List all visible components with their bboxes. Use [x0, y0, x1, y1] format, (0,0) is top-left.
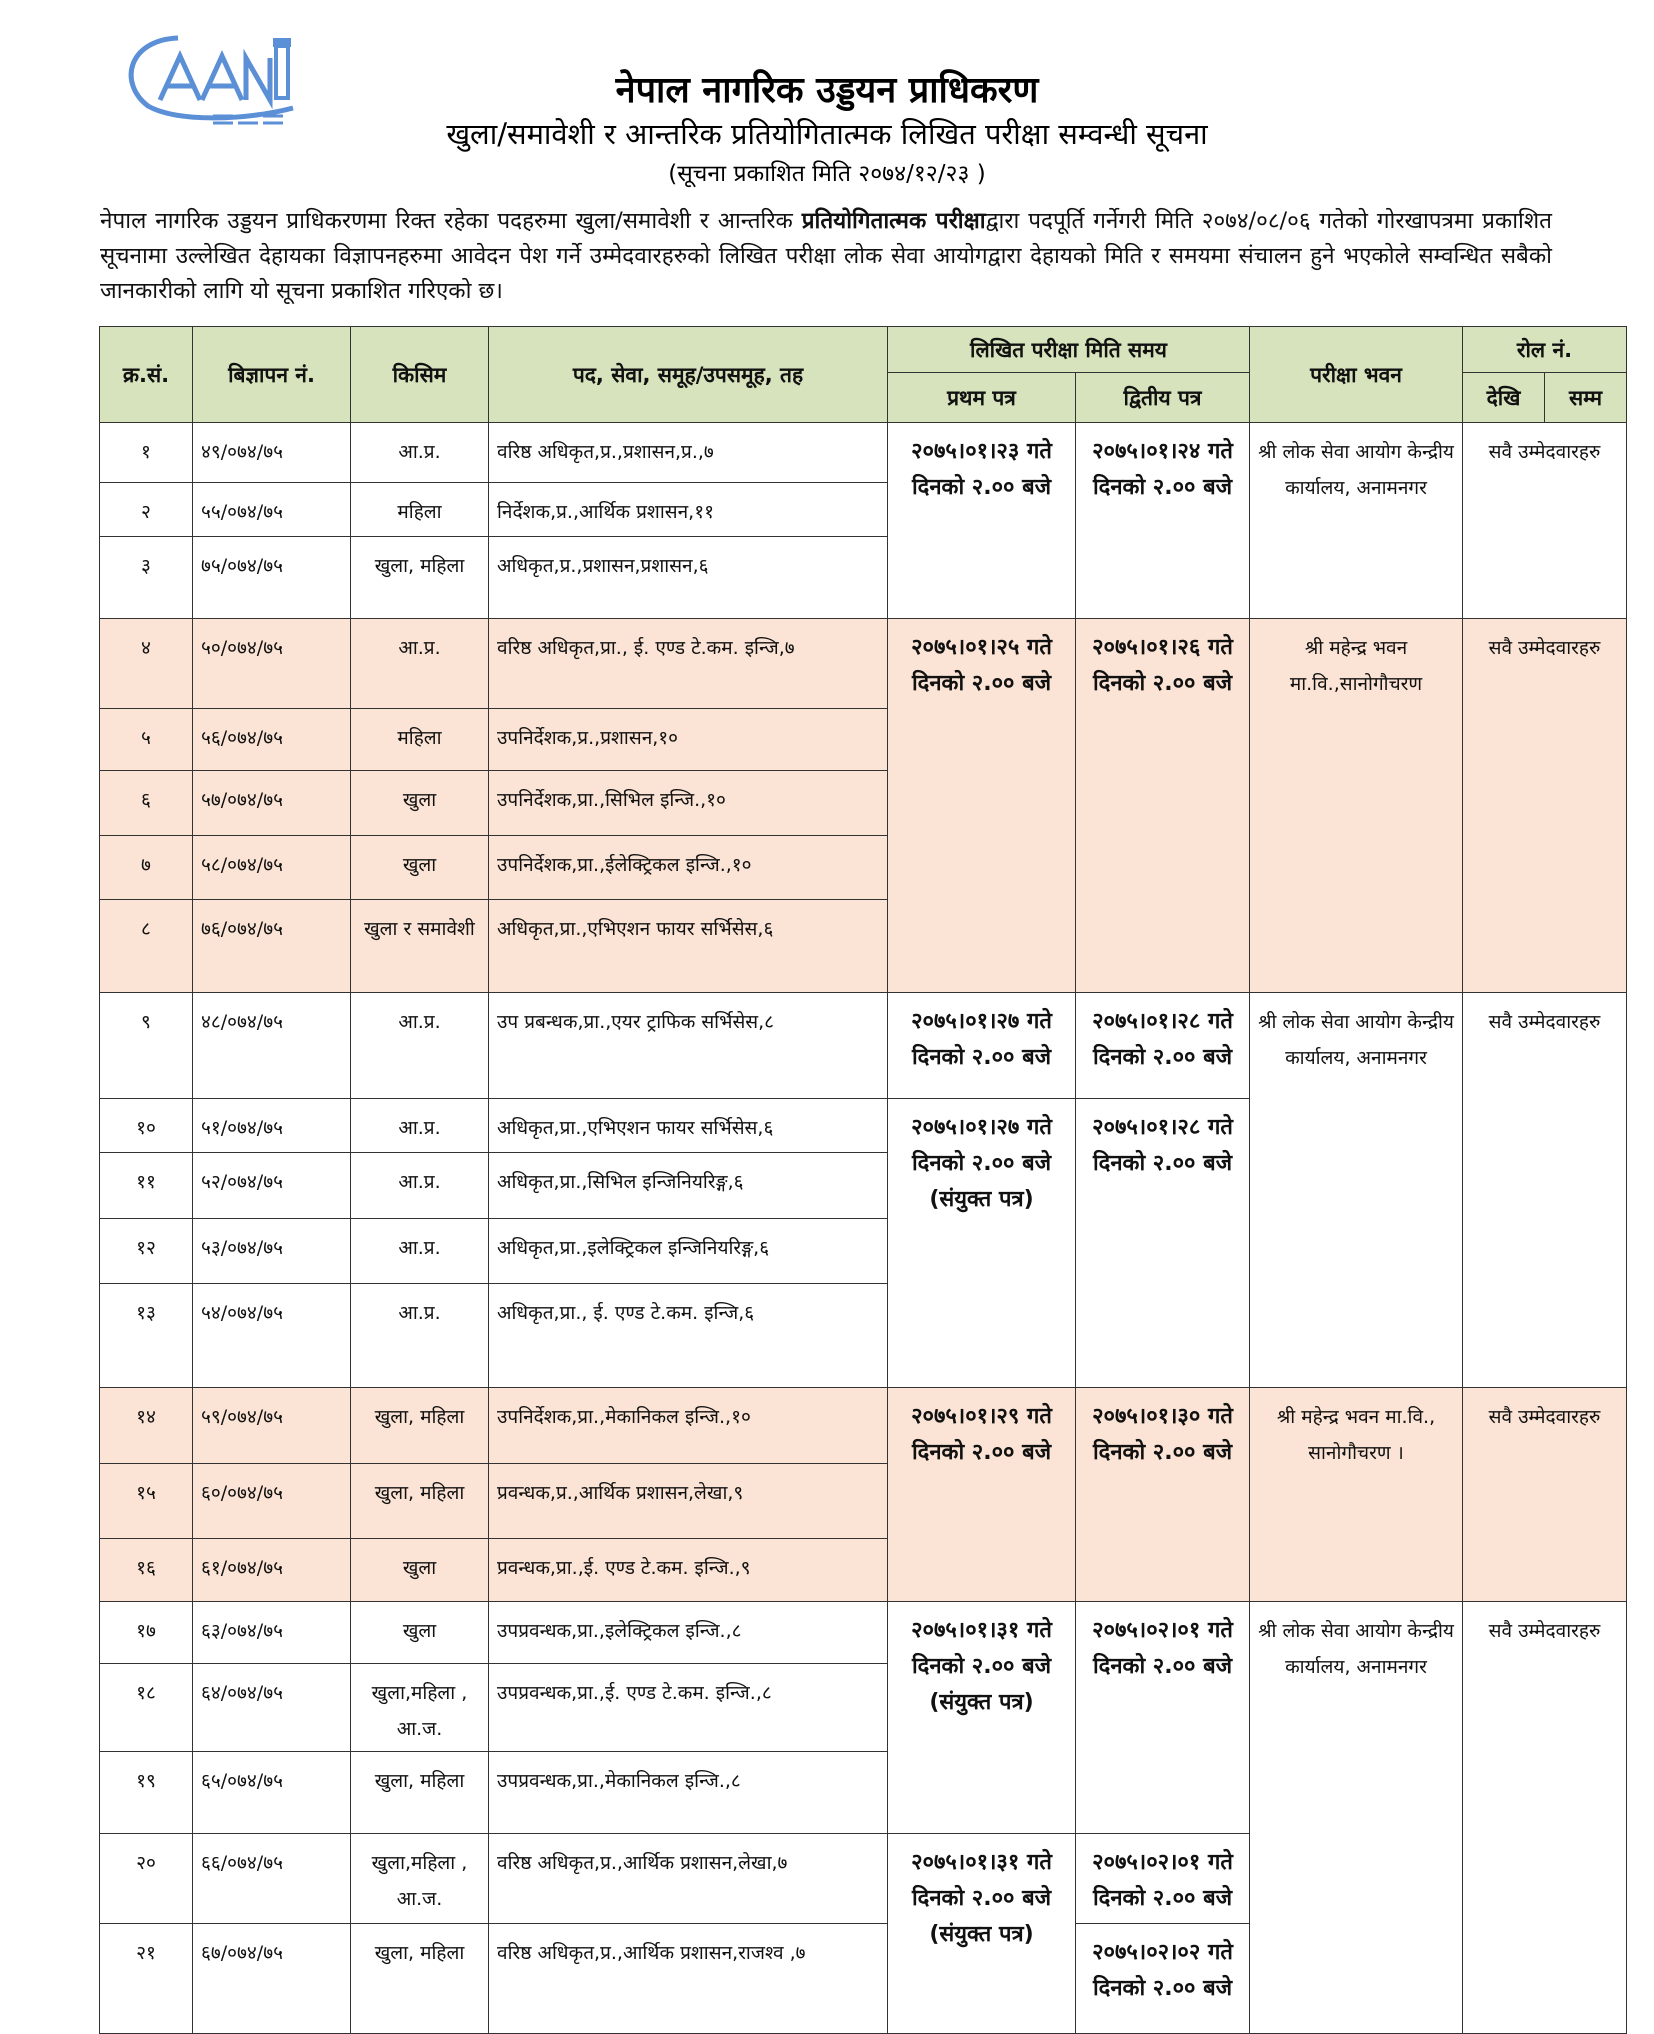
cell-post: उपप्रवन्धक,प्रा.,इलेक्ट्रिकल इन्जि.,८ — [489, 1602, 888, 1664]
intro-text-2: द्वारा पदपूर्ति गर्नेगरी मिति २०७४/०८/०६ गतेको गोरखापत्रमा प्रकाशित सूचनामा उल्लेखित देहायका विज्ञापनहरुमा आवेदन पेश गर्ने उम्मेदवारहरुको लिखित परीक्षा लोक सेवा आयोगद्वारा देहायको मिति र समयमा संचालन हुने भएकोले सम्वन्धित सबैको जानकारीको लागि यो सूचना प्रकाशित गरिएको छ। — [100, 208, 1552, 304]
cell-sn: ८ — [100, 900, 193, 993]
col-paper2: द्वितीय पत्र — [1076, 373, 1250, 423]
cell-paper1: २०७५।०१।३१ गते दिनको २.०० बजे (संयुक्त पत्र) — [888, 1834, 1076, 2034]
cell-sn: ११ — [100, 1153, 193, 1219]
cell-post: वरिष्ठ अधिकृत,प्रा., ई. एण्ड टे.कम. इन्जि,७ — [489, 619, 888, 709]
table-row — [100, 1602, 1627, 1664]
group-1 — [100, 423, 1627, 619]
cell-type: महिला — [351, 709, 489, 771]
cell-post: उप प्रबन्धक,प्रा.,एयर ट्राफिक सर्भिसेस,८ — [489, 993, 888, 1099]
cell-ad: ५९/०७४/७५ — [193, 1388, 351, 1464]
cell-type: खुला — [351, 771, 489, 836]
cell-ad: ६१/०७४/७५ — [193, 1539, 351, 1602]
cell-ad: ४८/०७४/७५ — [193, 993, 351, 1099]
intro-text-bold: प्रतियोगितात्मक परीक्षा — [801, 208, 986, 234]
cell-paper1: २०७५।०१।२७ गते दिनको २.०० बजे (संयुक्त पत्र) — [888, 1099, 1076, 1388]
table-row — [100, 1388, 1627, 1464]
cell-venue: श्री महेन्द्र भवन मा.वि., सानोगौचरण । — [1250, 1388, 1463, 1602]
group-5 — [100, 1602, 1627, 2034]
cell-post: वरिष्ठ अधिकृत,प्र.,प्रशासन,प्र.,७ — [489, 423, 888, 483]
cell-sn: ४ — [100, 619, 193, 709]
cell-sn: ३ — [100, 537, 193, 619]
cell-ad: ६६/०७४/७५ — [193, 1834, 351, 1924]
cell-paper2: २०७५।०२।०१ गते दिनको २.०० बजे — [1076, 1834, 1250, 1924]
cell-post: उपनिर्देशक,प्र.,प्रशासन,१० — [489, 709, 888, 771]
intro-paragraph — [100, 204, 1552, 309]
cell-ad: ५६/०७४/७५ — [193, 709, 351, 771]
cell-paper2: २०७५।०१।२८ गते दिनको २.०० बजे — [1076, 993, 1250, 1099]
group-4 — [100, 1388, 1627, 1602]
cell-post: अधिकृत,प्रा.,एभिएशन फायर सर्भिसेस,६ — [489, 900, 888, 993]
cell-paper2: २०७५।०२।०१ गते दिनको २.०० बजे — [1076, 1602, 1250, 1834]
org-title: नेपाल नागरिक उड्डयन प्राधिकरण — [615, 70, 1039, 111]
cell-venue: श्री लोक सेवा आयोग केन्द्रीय कार्यालय, अनामनगर — [1250, 1602, 1463, 2034]
col-roll: रोल नं. — [1463, 327, 1627, 373]
cell-ad: ५०/०७४/७५ — [193, 619, 351, 709]
cell-sn: १२ — [100, 1219, 193, 1284]
cell-post: उपप्रवन्धक,प्रा.,ई. एण्ड टे.कम. इन्जि.,८ — [489, 1664, 888, 1752]
cell-type: आ.प्र. — [351, 1099, 489, 1153]
cell-post: उपनिर्देशक,प्रा.,मेकानिकल इन्जि.,१० — [489, 1388, 888, 1464]
cell-post: अधिकृत,प्रा.,एभिएशन फायर सर्भिसेस,६ — [489, 1099, 888, 1153]
cell-type: खुला, महिला — [351, 1924, 489, 2034]
cell-type: खुला, महिला — [351, 1752, 489, 1834]
cell-sn: २ — [100, 483, 193, 537]
cell-ad: ५४/०७४/७५ — [193, 1284, 351, 1388]
cell-paper1: २०७५।०१।२५ गते दिनको २.०० बजे — [888, 619, 1076, 993]
cell-roll: सवै उम्मेदवारहरु — [1463, 619, 1627, 993]
cell-ad: ५५/०७४/७५ — [193, 483, 351, 537]
cell-venue: श्री महेन्द्र भवन मा.वि.,सानोगौचरण — [1250, 619, 1463, 993]
cell-sn: १० — [100, 1099, 193, 1153]
cell-type: खुला, महिला — [351, 537, 489, 619]
cell-post: वरिष्ठ अधिकृत,प्र.,आर्थिक प्रशासन,लेखा,७ — [489, 1834, 888, 1924]
cell-sn: १३ — [100, 1284, 193, 1388]
cell-post: प्रवन्धक,प्र.,आर्थिक प्रशासन,लेखा,९ — [489, 1464, 888, 1539]
cell-venue: श्री लोक सेवा आयोग केन्द्रीय कार्यालय, अनामनगर — [1250, 423, 1463, 619]
cell-type: खुला, महिला — [351, 1464, 489, 1539]
col-sn: क्र.सं. — [100, 327, 193, 423]
group-2 — [100, 619, 1627, 993]
exam-schedule-table — [99, 326, 1627, 2034]
col-roll-to: सम्म — [1545, 373, 1627, 423]
cell-ad: ५३/०७४/७५ — [193, 1219, 351, 1284]
col-post: पद, सेवा, समूह/उपसमूह, तह — [489, 327, 888, 423]
cell-post: अधिकृत,प्रा.,सिभिल इन्जिनियरिङ्ग,६ — [489, 1153, 888, 1219]
cell-post: अधिकृत,प्रा., ई. एण्ड टे.कम. इन्जि,६ — [489, 1284, 888, 1388]
col-paper1: प्रथम पत्र — [888, 373, 1076, 423]
cell-paper1: २०७५।०१।२९ गते दिनको २.०० बजे — [888, 1388, 1076, 1602]
cell-sn: १९ — [100, 1752, 193, 1834]
cell-venue: श्री लोक सेवा आयोग केन्द्रीय कार्यालय, अनामनगर — [1250, 993, 1463, 1388]
cell-sn: २० — [100, 1834, 193, 1924]
cell-ad: ५७/०७४/७५ — [193, 771, 351, 836]
cell-type: खुला — [351, 1602, 489, 1664]
cell-sn: १८ — [100, 1664, 193, 1752]
cell-type: आ.प्र. — [351, 1284, 489, 1388]
cell-ad: ७५/०७४/७५ — [193, 537, 351, 619]
cell-post: अधिकृत,प्रा.,इलेक्ट्रिकल इन्जिनियरिङ्ग,६ — [489, 1219, 888, 1284]
cell-sn: २१ — [100, 1924, 193, 2034]
cell-sn: ९ — [100, 993, 193, 1099]
published-date: (सूचना प्रकाशित मिति २०७४/१२/२३ ) — [668, 161, 986, 187]
cell-type: महिला — [351, 483, 489, 537]
cell-roll: सवै उम्मेदवारहरु — [1463, 993, 1627, 1388]
cell-paper2: २०७५।०२।०२ गते दिनको २.०० बजे — [1076, 1924, 1250, 2034]
cell-sn: ६ — [100, 771, 193, 836]
cell-post: प्रवन्धक,प्रा.,ई. एण्ड टे.कम. इन्जि.,९ — [489, 1539, 888, 1602]
cell-post: उपनिर्देशक,प्रा.,सिभिल इन्जि.,१० — [489, 771, 888, 836]
cell-paper1: २०७५।०१।३१ गते दिनको २.०० बजे (संयुक्त पत्र) — [888, 1602, 1076, 1834]
col-ad-no: बिज्ञापन नं. — [193, 327, 351, 423]
cell-type: आ.प्र. — [351, 1219, 489, 1284]
cell-ad: ५२/०७४/७५ — [193, 1153, 351, 1219]
cell-post: वरिष्ठ अधिकृत,प्र.,आर्थिक प्रशासन,राजश्व ,७ — [489, 1924, 888, 2034]
cell-type: आ.प्र. — [351, 619, 489, 709]
cell-sn: १७ — [100, 1602, 193, 1664]
cell-ad: ५१/०७४/७५ — [193, 1099, 351, 1153]
cell-sn: १ — [100, 423, 193, 483]
cell-ad: ६४/०७४/७५ — [193, 1664, 351, 1752]
cell-post: निर्देशक,प्र.,आर्थिक प्रशासन,११ — [489, 483, 888, 537]
cell-sn: ७ — [100, 836, 193, 900]
cell-paper2: २०७५।०१।२८ गते दिनको २.०० बजे — [1076, 1099, 1250, 1388]
cell-ad: ६७/०७४/७५ — [193, 1924, 351, 2034]
col-venue: परीक्षा भवन — [1250, 327, 1463, 423]
intro-text-1: नेपाल नागरिक उड्डयन प्राधिकरणमा रिक्त रहेका पदहरुमा खुला/समावेशी र आन्तरिक — [100, 208, 802, 234]
cell-type: खुला र समावेशी — [351, 900, 489, 993]
col-exam-datetime: लिखित परीक्षा मिति समय — [888, 327, 1250, 373]
cell-ad: ५८/०७४/७५ — [193, 836, 351, 900]
cell-type: खुला,महिला , आ.ज. — [351, 1834, 489, 1924]
cell-sn: १६ — [100, 1539, 193, 1602]
cell-type: खुला, महिला — [351, 1388, 489, 1464]
cell-ad: ६३/०७४/७५ — [193, 1602, 351, 1664]
notice-subject: खुला/समावेशी र आन्तरिक प्रतियोगितात्मक लिखित परीक्षा सम्वन्धी सूचना — [446, 117, 1208, 151]
cell-type: खुला — [351, 1539, 489, 1602]
cell-roll: सवै उम्मेदवारहरु — [1463, 1388, 1627, 1602]
group-3 — [100, 993, 1627, 1388]
cell-paper1: २०७५।०१।२३ गते दिनको २.०० बजे — [888, 423, 1076, 619]
cell-type: खुला — [351, 836, 489, 900]
cell-paper1: २०७५।०१।२७ गते दिनको २.०० बजे — [888, 993, 1076, 1099]
table-row — [100, 993, 1627, 1099]
cell-roll: सवै उम्मेदवारहरु — [1463, 423, 1627, 619]
col-type: किसिम — [351, 327, 489, 423]
cell-ad: ६५/०७४/७५ — [193, 1752, 351, 1834]
cell-ad: ६०/०७४/७५ — [193, 1464, 351, 1539]
cell-paper2: २०७५।०१।२६ गते दिनको २.०० बजे — [1076, 619, 1250, 993]
cell-type: आ.प्र. — [351, 1153, 489, 1219]
col-roll-from: देखि — [1463, 373, 1545, 423]
cell-ad: ४९/०७४/७५ — [193, 423, 351, 483]
cell-roll: सवै उम्मेदवारहरु — [1463, 1602, 1627, 2034]
cell-type: आ.प्र. — [351, 423, 489, 483]
cell-type: आ.प्र. — [351, 993, 489, 1099]
table-row — [100, 423, 1627, 483]
cell-type: खुला,महिला , आ.ज. — [351, 1664, 489, 1752]
cell-post: अधिकृत,प्र.,प्रशासन,प्रशासन,६ — [489, 537, 888, 619]
cell-sn: १४ — [100, 1388, 193, 1464]
cell-paper2: २०७५।०१।३० गते दिनको २.०० बजे — [1076, 1388, 1250, 1602]
cell-paper2: २०७५।०१।२४ गते दिनको २.०० बजे — [1076, 423, 1250, 619]
cell-post: उपनिर्देशक,प्रा.,ईलेक्ट्रिकल इन्जि.,१० — [489, 836, 888, 900]
table-row — [100, 619, 1627, 709]
cell-sn: ५ — [100, 709, 193, 771]
cell-post: उपप्रवन्धक,प्रा.,मेकानिकल इन्जि.,८ — [489, 1752, 888, 1834]
cell-ad: ७६/०७४/७५ — [193, 900, 351, 993]
cell-sn: १५ — [100, 1464, 193, 1539]
